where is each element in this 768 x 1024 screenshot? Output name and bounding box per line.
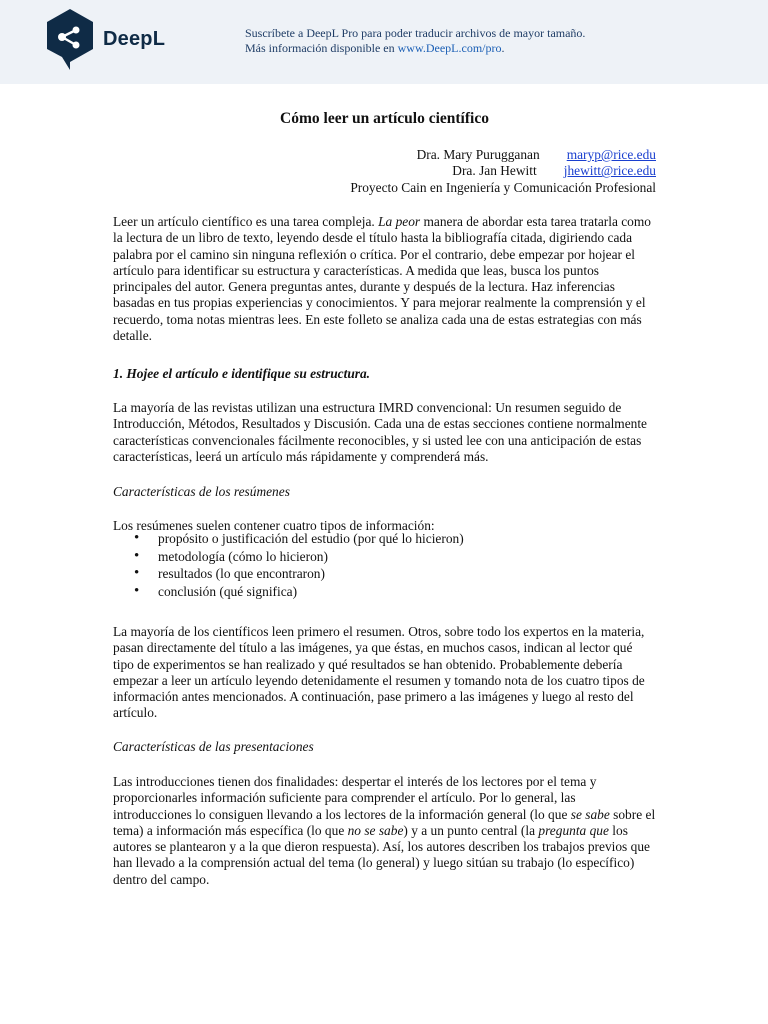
para-emphasis: se sabe [570, 806, 610, 822]
deepl-logo-icon [45, 8, 95, 70]
intro-text: manera de abordar esta tarea tratarla como la lectura de un libro de texto, leyendo desde el título hasta la bibliografía citada, digiriendo cada palabra por el camino sin ninguna reflexión o crítica. Por el contrario, debe empezar por hojear el artículo para identificar su estructura y características. A medida que leas, busca los puntos principales del autor. Genera preguntas antes, durante y después de la lectura. Haz inferencias basadas en tus propias experiencias y conocimientos. Y para mejorar realmente la comprensión y el recuerdo, toma notas mientras lees. En este folleto se analiza cada una de estas estrategias con más detalle. [113, 214, 651, 344]
author-line [350, 163, 656, 179]
deepl-wordmark: DeepL [103, 27, 166, 50]
deepl-pro-link[interactable]: www.DeepL.com/pro [397, 41, 502, 55]
subsection-heading: Características de las presentaciones [113, 739, 314, 754]
section-heading: 1. Hojee el artículo e identifique su estructura. [113, 366, 371, 381]
author-email-link[interactable]: jhewitt@rice.edu [563, 163, 656, 179]
author-name: Dra. Mary Purugganan [416, 147, 540, 162]
section-paragraph [113, 774, 656, 888]
intro-paragraph [113, 214, 656, 344]
bullet-list [113, 531, 464, 601]
para-text: ) y a un punto central (la [403, 822, 539, 838]
subsection-heading: Características de los resúmenes [113, 484, 290, 499]
promo-line-1: Suscríbete a DeepL Pro para poder traducir archivos de mayor tamaño. [245, 26, 586, 40]
para-emphasis: no se sabe [347, 822, 404, 838]
list-lead: Los resúmenes suelen contener cuatro tipos de información: [113, 518, 435, 533]
promo-line-2 [245, 41, 585, 56]
para-emphasis: pregunta que [538, 822, 609, 838]
promo-text [245, 26, 585, 56]
section-paragraph: La mayoría de los científicos leen primero el resumen. Otros, sobre todo los expertos en la materia, pasan directamente del título a las imágenes, ya que éstas, en muchos casos, indican al lector qué tipo de experimentos se han realizado y qué resultados se han obtenido. Probablemente debería empezar a leer un artículo leyendo detenidamente el resumen y tomando nota de los cuatro tipos de información antes mencionados. A continuación, pase primero a las imágenes y luego al resto del artículo. [113, 624, 645, 721]
list-item: • propósito o justificación del estudio (por qué lo hicieron) [113, 531, 464, 549]
section-paragraph: La mayoría de las revistas utilizan una estructura IMRD convencional: Un resumen seguido de Introducción, Métodos, Resultados y Discusión. Cada una de estas secciones contiene normalmente características convencionales fácilmente reconocibles, y si usted lee con una anticipación de estas características, leerá un artículo más rápidamente y comprenderá más. [113, 400, 648, 464]
intro-text: Leer un artículo científico es una tarea compleja. [113, 214, 379, 229]
deepl-logo[interactable] [45, 8, 165, 70]
promo-prefix: Más información disponible en [245, 41, 398, 55]
document-title: Cómo leer un artículo científico [280, 110, 489, 127]
author-name: Dra. Jan Hewitt [452, 163, 537, 179]
author-line [350, 147, 656, 163]
author-email-link[interactable]: maryp@rice.edu [566, 147, 656, 162]
list-item: • conclusión (qué significa) [113, 584, 464, 602]
para-text: los autores se plantearon y a la que dieron respuesta). Así, los autores describen los trabajos previos que han llevado a la comprensión actual del tema (lo general) y luego sitúan su trabajo (lo específico) dentro del campo. [113, 822, 650, 887]
promo-suffix: . [501, 41, 505, 55]
list-item: • metodología (cómo lo hicieron) [113, 549, 464, 567]
para-text: sobre el tema) a información más específica (lo que [113, 806, 656, 838]
affiliation: Proyecto Cain en Ingeniería y Comunicación Profesional [350, 179, 656, 195]
list-item: • resultados (lo que encontraron) [113, 566, 464, 584]
author-block [350, 147, 656, 196]
intro-emphasis: La peor [378, 214, 421, 229]
para-text: Las introducciones tienen dos finalidades: despertar el interés de los lectores por el tema y proporcionarles información suficiente para comprender el artículo. Por lo general, las introducciones lo consiguen llevando a los lectores de la información general (lo que [113, 774, 597, 822]
deepl-banner [0, 0, 768, 84]
